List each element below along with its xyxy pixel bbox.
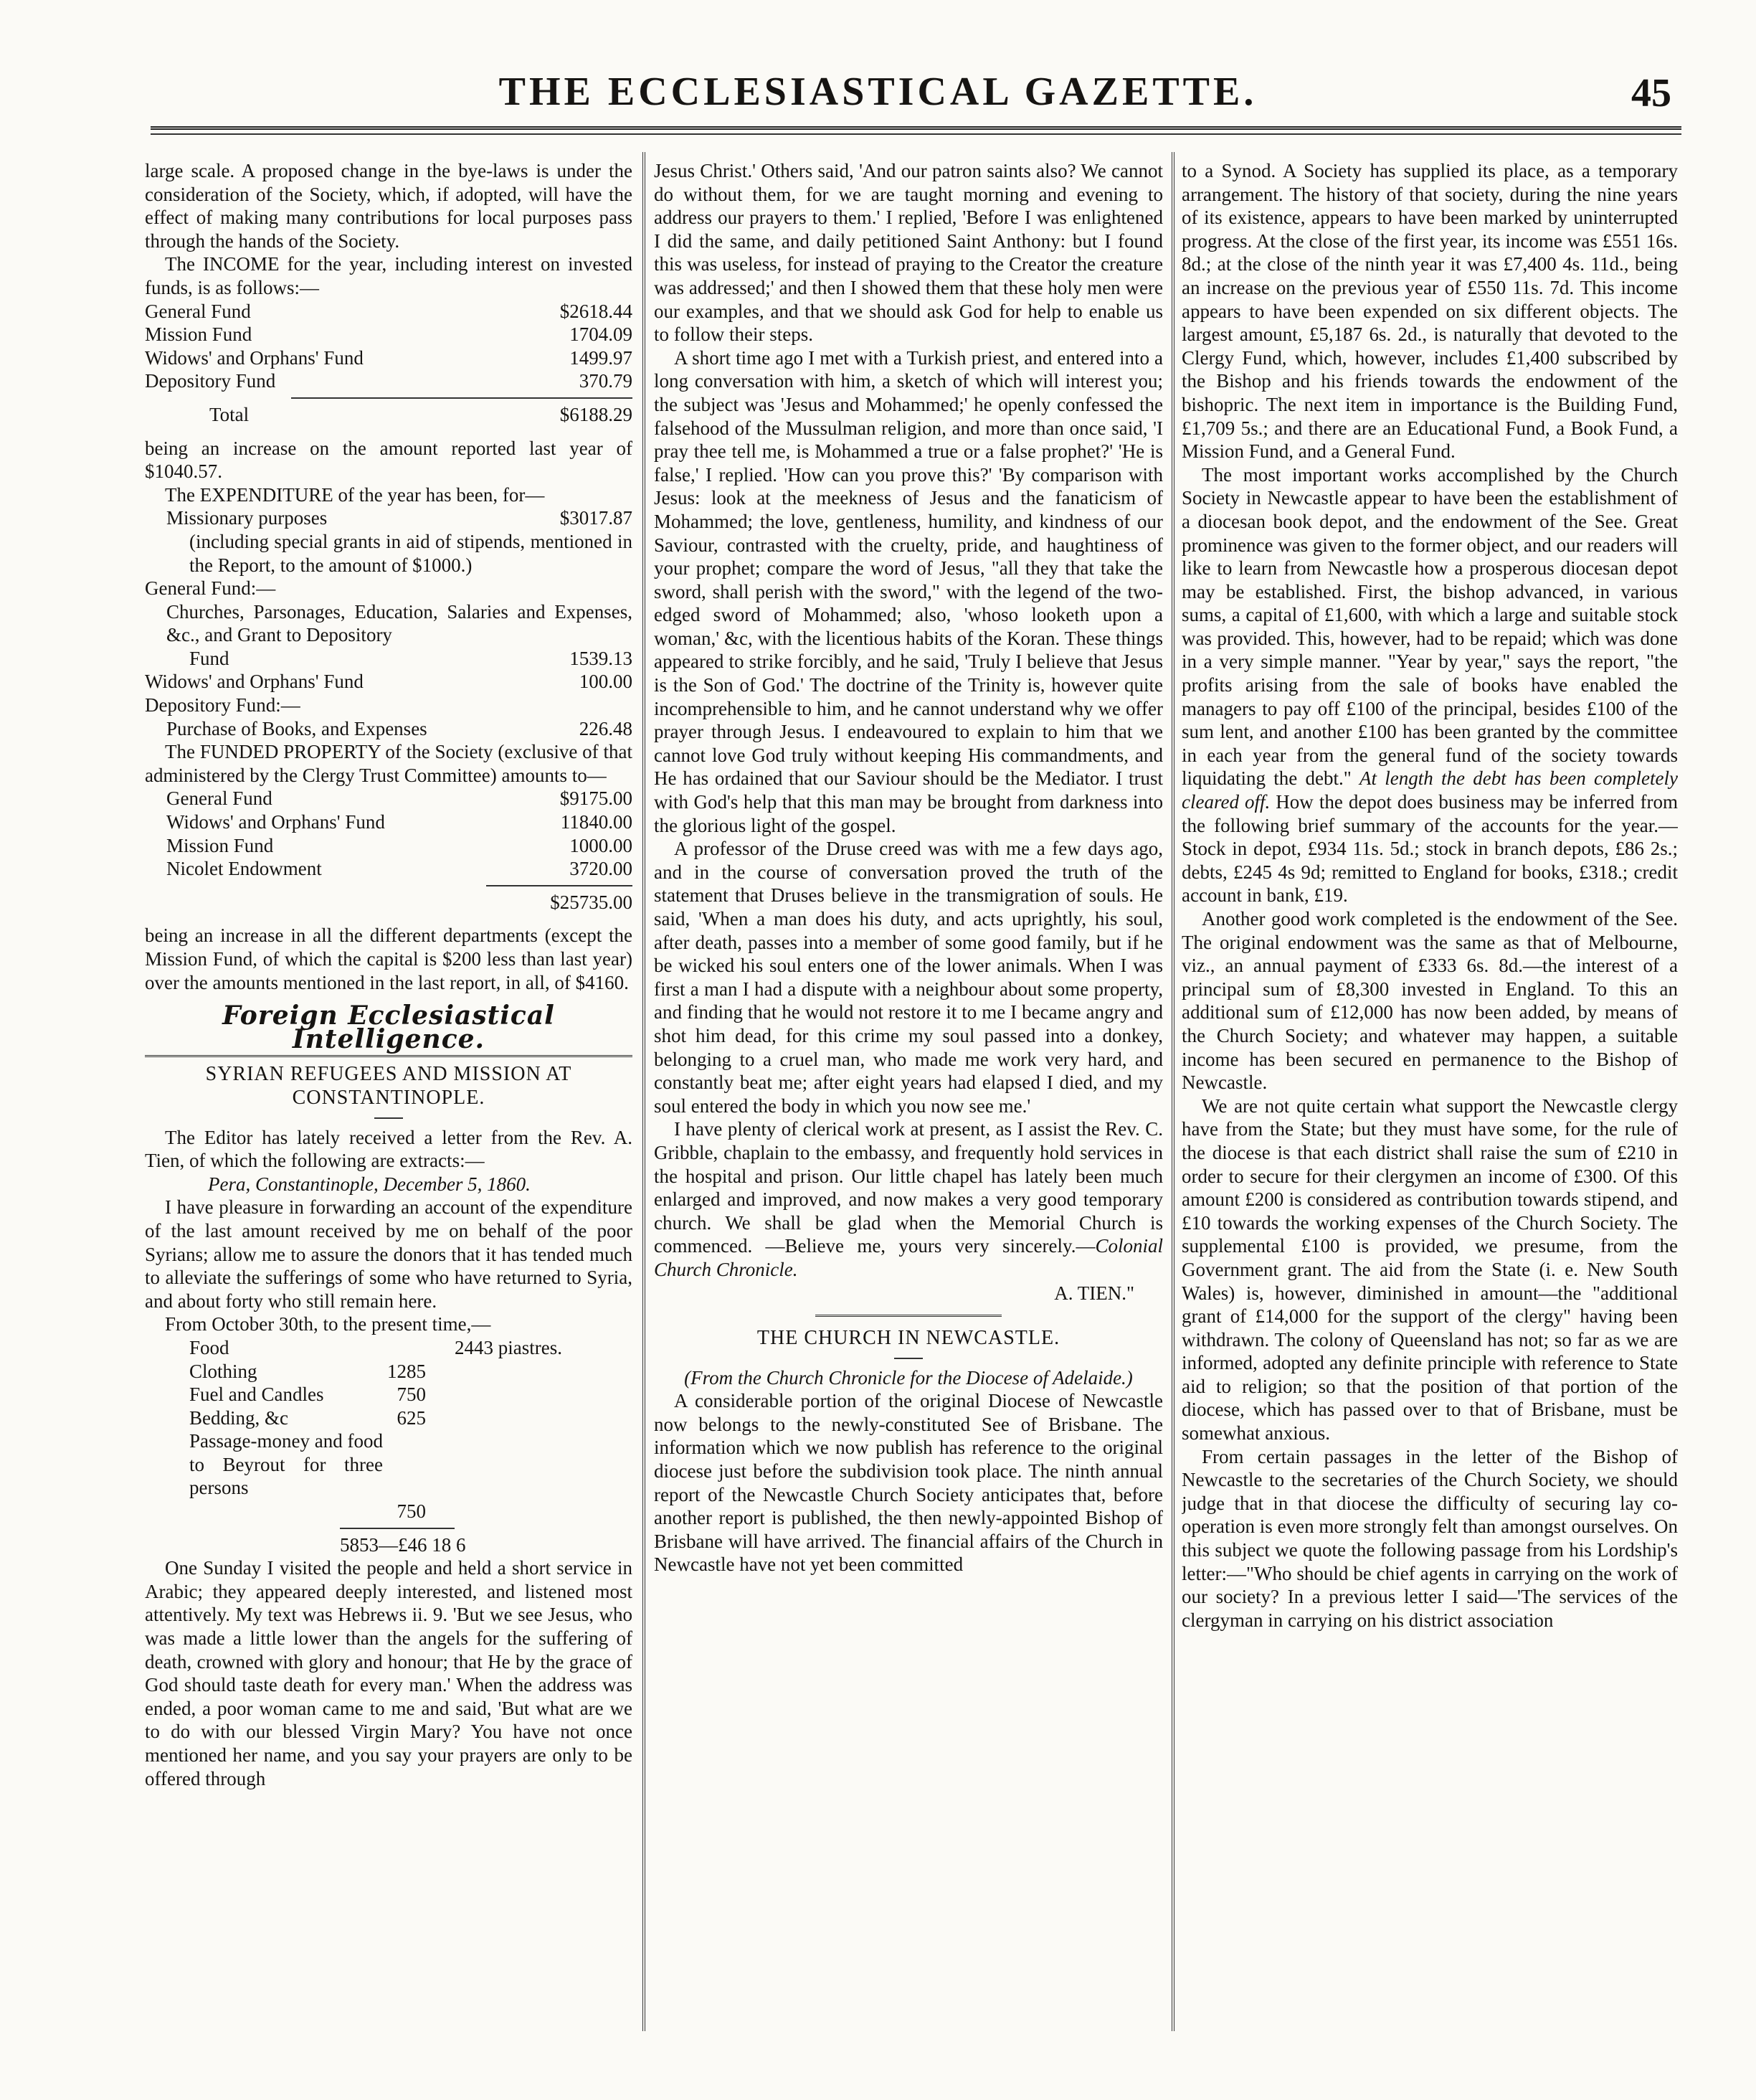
ledger-row: Widows' and Orphans' Fund 1499.97 [145, 346, 632, 369]
ledger-head: Depository Fund:— [145, 694, 300, 716]
ledger-head: General Fund:— [145, 577, 276, 600]
header-rule-thin [151, 133, 1681, 135]
paragraph: A professor of the Druse creed was with me a few days ago, and in the course of conversation proved the truth of the statement that Druses believe in the transmigration of souls. He said, 'When a man does his duty, and acts uprightly, his soul, after death, passes into a member of some good family, but if he be wicked his soul enters one of the lower animals. When I was first a man I had a dispute with a neighbour about some property, and finding that he would not restore it to me I became angry and shot him dead, for this crime my soul passed into a donkey, belonging to a cruel man, who made me work very hard, and constantly beat me; after eight years had elapsed I died, and my soul entered the body in which you now see me.' [654, 838, 1163, 1117]
ledger-row: Missionary purposes $3017.87 [166, 507, 632, 529]
masthead [0, 69, 1756, 119]
title-rule [894, 1358, 923, 1359]
total-rule [340, 1528, 455, 1529]
ledger-row: General Fund $9175.00 [166, 788, 632, 810]
dateline: Pera, Constantinople, December 5, 1860. [208, 1173, 531, 1195]
ledger-total: $25735.00 [550, 891, 632, 913]
paragraph: I have plenty of clerical work at present, as I assist the Rev. C. Gribble, chaplain to the embassy, and frequently hold services in the hospital and prison. Our little chapel has lately been much enlarged and improved, and now makes a very good temporary church. We shall be glad when the Memorial Church is commenced. —Believe me, yours very sincerely.—Colonial Church Chronicle. [654, 1118, 1163, 1280]
paragraph: to a Synod. A Society has supplied its place, as a temporary arrangement. The history of that society, during the nine years of its existence, appears to have been marked by uninterrupted progress. At the close of the first year, its income was £551 16s. 8d.; at the close of the ninth year it was £7,400 4s. 11d., being an increase on the previous year of £550 11s. 7d. This income appears to have been expended on six different objects. The largest amount, £5,187 6s. 2d., is naturally that devoted to the Clergy Fund, which, however, includes £1,400 subscribed by the Bishop and his friends towards the endowment of the bishopric. The next item in importance is the Building Fund, £1,709 5s.; and there are an Educational Fund, a Book Fund, a Mission Fund, and a General Fund. [1182, 160, 1678, 463]
column-divider [1172, 152, 1174, 2031]
paragraph: large scale. A proposed change in the bye-laws is under the consideration of the Society, which, if adopted, will have the effect of making many contributions for local purposes pass through the hands of the Society. [145, 160, 632, 252]
paragraph: being an increase on the amount reported last year of $1040.57. [145, 437, 632, 483]
paragraph: We are not quite certain what support the Newcastle clergy have from the State; but they must have some, for the rule of the diocese is that each district shall raise the sum of £210 in order to secure for their clergymen an income of £300. Of this amount £200 is considered as contribution towards stipend, and £10 towards the working expenses of the Church Society. The supplemental £100 is provided, we presume, from the Government grant. The aid from the State (i. e. New South Wales) is, however, diminished in amount—the "additional grant of £14,000 for the support of the clergy" having been withdrawn. The colony of Queensland has not; so far as we are informed, adopted any definite principle with reference to State aid to religion; so that the position of that portion of the diocese, which has passed over to that of Brisbane, must be somewhat anxious. [1182, 1094, 1678, 1444]
ledger-row: Nicolet Endowment 3720.00 [166, 858, 632, 880]
ledger-row: Purchase of Books, and Expenses 226.48 [166, 717, 632, 739]
ledger-row: Depository Fund 370.79 [145, 370, 632, 392]
column-3 [1182, 159, 1678, 2024]
paragraph: A short time ago I met with a Turkish priest, and entered into a long conversation with him, a sketch of which will interest you; the subject was 'Jesus and Mohammed;' he openly confessed the falsehood of the Mussulman religion, and more than once said, 'I pray thee tell me, is Mohammed a true or a false prophet?' 'He is false,' I replied. 'How can you prove this?' 'By comparison with Jesus: look at the meekness of Jesus and the fanaticism of Mohammed; the love, gentleness, humility, and kindness of our Saviour, contrasted with the cruelty, pride, and haughtiness of your prophet; compare the word of Jesus, "all they that take the sword, shall perish with the sword," with the legend of the two-edged sword of Mohammed; also, 'whoso looketh upon a woman,' &c, with the licentious habits of the Koran. These things appeared to strike forcibly, and he said, 'Truly I believe that Jesus is the Son of God.' The doctrine of the Trinity is, however quite incomprehensible to him, and he cannot understand why we offer prayer through Jesus. I endeavoured to explain to him that we cannot love God truly without keeping His commandments, and He has ordained that our Saviour should be the Mediator. I trust with God's help that this man may be brought from darkness into the glorious light of the gospel. [654, 346, 1163, 836]
expense-intro: From October 30th, to the present time,— [165, 1313, 491, 1335]
column-2 [654, 159, 1163, 2024]
expenditure-intro: The EXPENDITURE of the year has been, for— [165, 483, 545, 506]
total-rule [291, 397, 632, 399]
funded-intro: The FUNDED PROPERTY of the Society (exclusive of that administered by the Clergy Trust Committee) amounts to— [145, 741, 632, 786]
ledger-row: Mission Fund 1704.09 [145, 323, 632, 346]
ledger-row: Fund 1539.13 [189, 647, 632, 669]
total-rule [486, 885, 632, 886]
column-divider [642, 152, 645, 2031]
expense-row: 750 [397, 1500, 426, 1523]
masthead-title: THE ECCLESIASTICAL GAZETTE. [498, 70, 1258, 114]
income-intro: The INCOME for the year, including interest on invested funds, is as follows:— [145, 253, 632, 298]
ledger-total: Total $6188.29 [209, 403, 632, 425]
column-1 [145, 159, 632, 2024]
paragraph: One Sunday I visited the people and held a short service in Arabic; they appeared deeply interested, and listened most attentively. My text was Hebrews ii. 9. 'But we see Jesus, who was made a little lower than the angels for the suffering of death, crowned with glory and honour; that He by the grace of God should taste death for every man.' When the address was ended, a poor woman came to me and said, 'But what are we to do with our blessed Virgin Mary? You have not once mentioned her name, and you say your prayers are only to be offered through [145, 1557, 632, 1789]
expense-row: Bedding, &c 625 [189, 1406, 426, 1429]
article-source: (From the Church Chronicle for the Diocese of Adelaide.) [684, 1366, 1133, 1389]
article-title: THE CHURCH IN NEWCASTLE. [756, 1327, 1060, 1350]
paragraph: Jesus Christ.' Others said, 'And our patron saints also? We cannot do without them, for we are taught morning and evening to address our prayers to them.' I replied, 'Before I was enlightened I did the same, and daily petitioned Saint Anthony: but I found this was useless, for instead of praying to the Creator the creature was addressed;' and then I showed them that these holy men were our examples, and that we should ask God for help to enable us to follow their steps. [654, 160, 1163, 346]
article-title: SYRIAN REFUGEES AND MISSION AT CONSTANTINOPLE. [205, 1063, 572, 1109]
article-separator [815, 1315, 1002, 1317]
expense-row: Clothing 1285 [189, 1360, 426, 1382]
expense-item: Passage-money and food to Beyrout for three persons [189, 1430, 383, 1499]
ledger-row: Mission Fund 1000.00 [166, 834, 632, 856]
ledger-note: (including special grants in aid of stipends, mentioned in the Report, to the amount of $1000.) [189, 530, 632, 576]
title-rule [374, 1117, 403, 1119]
paragraph: From certain passages in the letter of the Bishop of Newcastle to the secretaries of the Church Society, we should judge that in that diocese the difficulty of securing lay co-operation is even more strongly felt than amongst ourselves. On this subject we quote the following passage from his Lordship's letter:—"Who should be chief agents in carrying on the work of our society? In a previous letter I said—'The services of the clergyman in carrying on his district association [1182, 1445, 1678, 1631]
paragraph: being an increase in all the different departments (except the Mission Fund, of which the capital is $200 less than last year) over the amounts mentioned in the last report, in all, of $4160. [145, 924, 632, 993]
header-rule [151, 126, 1681, 130]
expense-row: Fuel and Candles 750 [189, 1384, 426, 1406]
ledger-row: General Fund $2618.44 [145, 300, 632, 322]
expense-table [145, 1336, 562, 1556]
section-heading: Foreign Ecclesiastical Intelligence. [145, 1004, 632, 1057]
signature: A. TIEN." [1054, 1282, 1134, 1304]
page-number: 45 [1631, 71, 1671, 115]
ledger-row: Widows' and Orphans' Fund 11840.00 [166, 811, 632, 833]
paragraph: Another good work completed is the endowment of the See. The original endowment was the same as that of Melbourne, viz., an annual payment of £333 6s. 8d.—the interest of a principal sum of £8,300 invested in England. To this an additional sum of £12,000 has now been added, by means of the Church Society; and whatever may happen, a suitable income has been secured en permanence to the Bishop of Newcastle. [1182, 908, 1678, 1094]
paragraph: A considerable portion of the original Diocese of Newcastle now belongs to the newly-constituted See of Brisbane. The information which we now publish has reference to the original diocese just before the subdivision took place. The ninth annual report of the Newcastle Church Society anticipates that, before another report is published, the then newly-appointed Bishop of Brisbane will have arrived. The financial affairs of the Church in Newcastle have not yet been committed [654, 1390, 1163, 1576]
ledger-item: Churches, Parsonages, Education, Salaries and Expenses, &c., and Grant to Depository [166, 600, 632, 646]
paragraph: The Editor has lately received a letter from the Rev. A. Tien, of which the following are extracts:— [145, 1126, 632, 1172]
paragraph: I have pleasure in forwarding an account of the expenditure of the last amount received by me on behalf of the poor Syrians; allow me to assure the donors that it has tended much to alleviate the sufferings of some who have returned to Syria, and about forty who still remain here. [145, 1196, 632, 1312]
expense-total: 5853—£46 18 6 [340, 1533, 466, 1556]
expense-row: Food 2443 piastres. [189, 1336, 562, 1358]
paragraph: The most important works accomplished by the Church Society in Newcastle appear to have been the establishment of a diocesan book depot, and the endowment of the See. Great prominence was given to the former object, and our readers will like to learn from Newcastle how a prosperous diocesan depot may be established. First, the bishop advanced, in various sums, a capital of £1,600, with which a large and suitable stock was provided. This, however, had to be repaid; which was done in a very simple manner. "Year by year," says the report, "the profits arising from the sale of books have enabled the managers to pay off £100 of the principal, besides £100 of the sum lent, and another £100 has been granted by the committee in each year from the general fund of the society towards liquidating the debt." At length the debt has been completely cleared off. How the depot does business may be inferred from the following brief summary of the accounts for the year.—Stock in depot, £934 11s. 5d.; stock in branch depots, £86 2s.; debts, £245 4s 9d; remitted to England for books, £318.; credit account in bank, £19. [1182, 463, 1678, 907]
ledger-row: Widows' and Orphans' Fund 100.00 [145, 671, 632, 693]
source-citation: Colonial Church Chronicle. [654, 1235, 1163, 1280]
